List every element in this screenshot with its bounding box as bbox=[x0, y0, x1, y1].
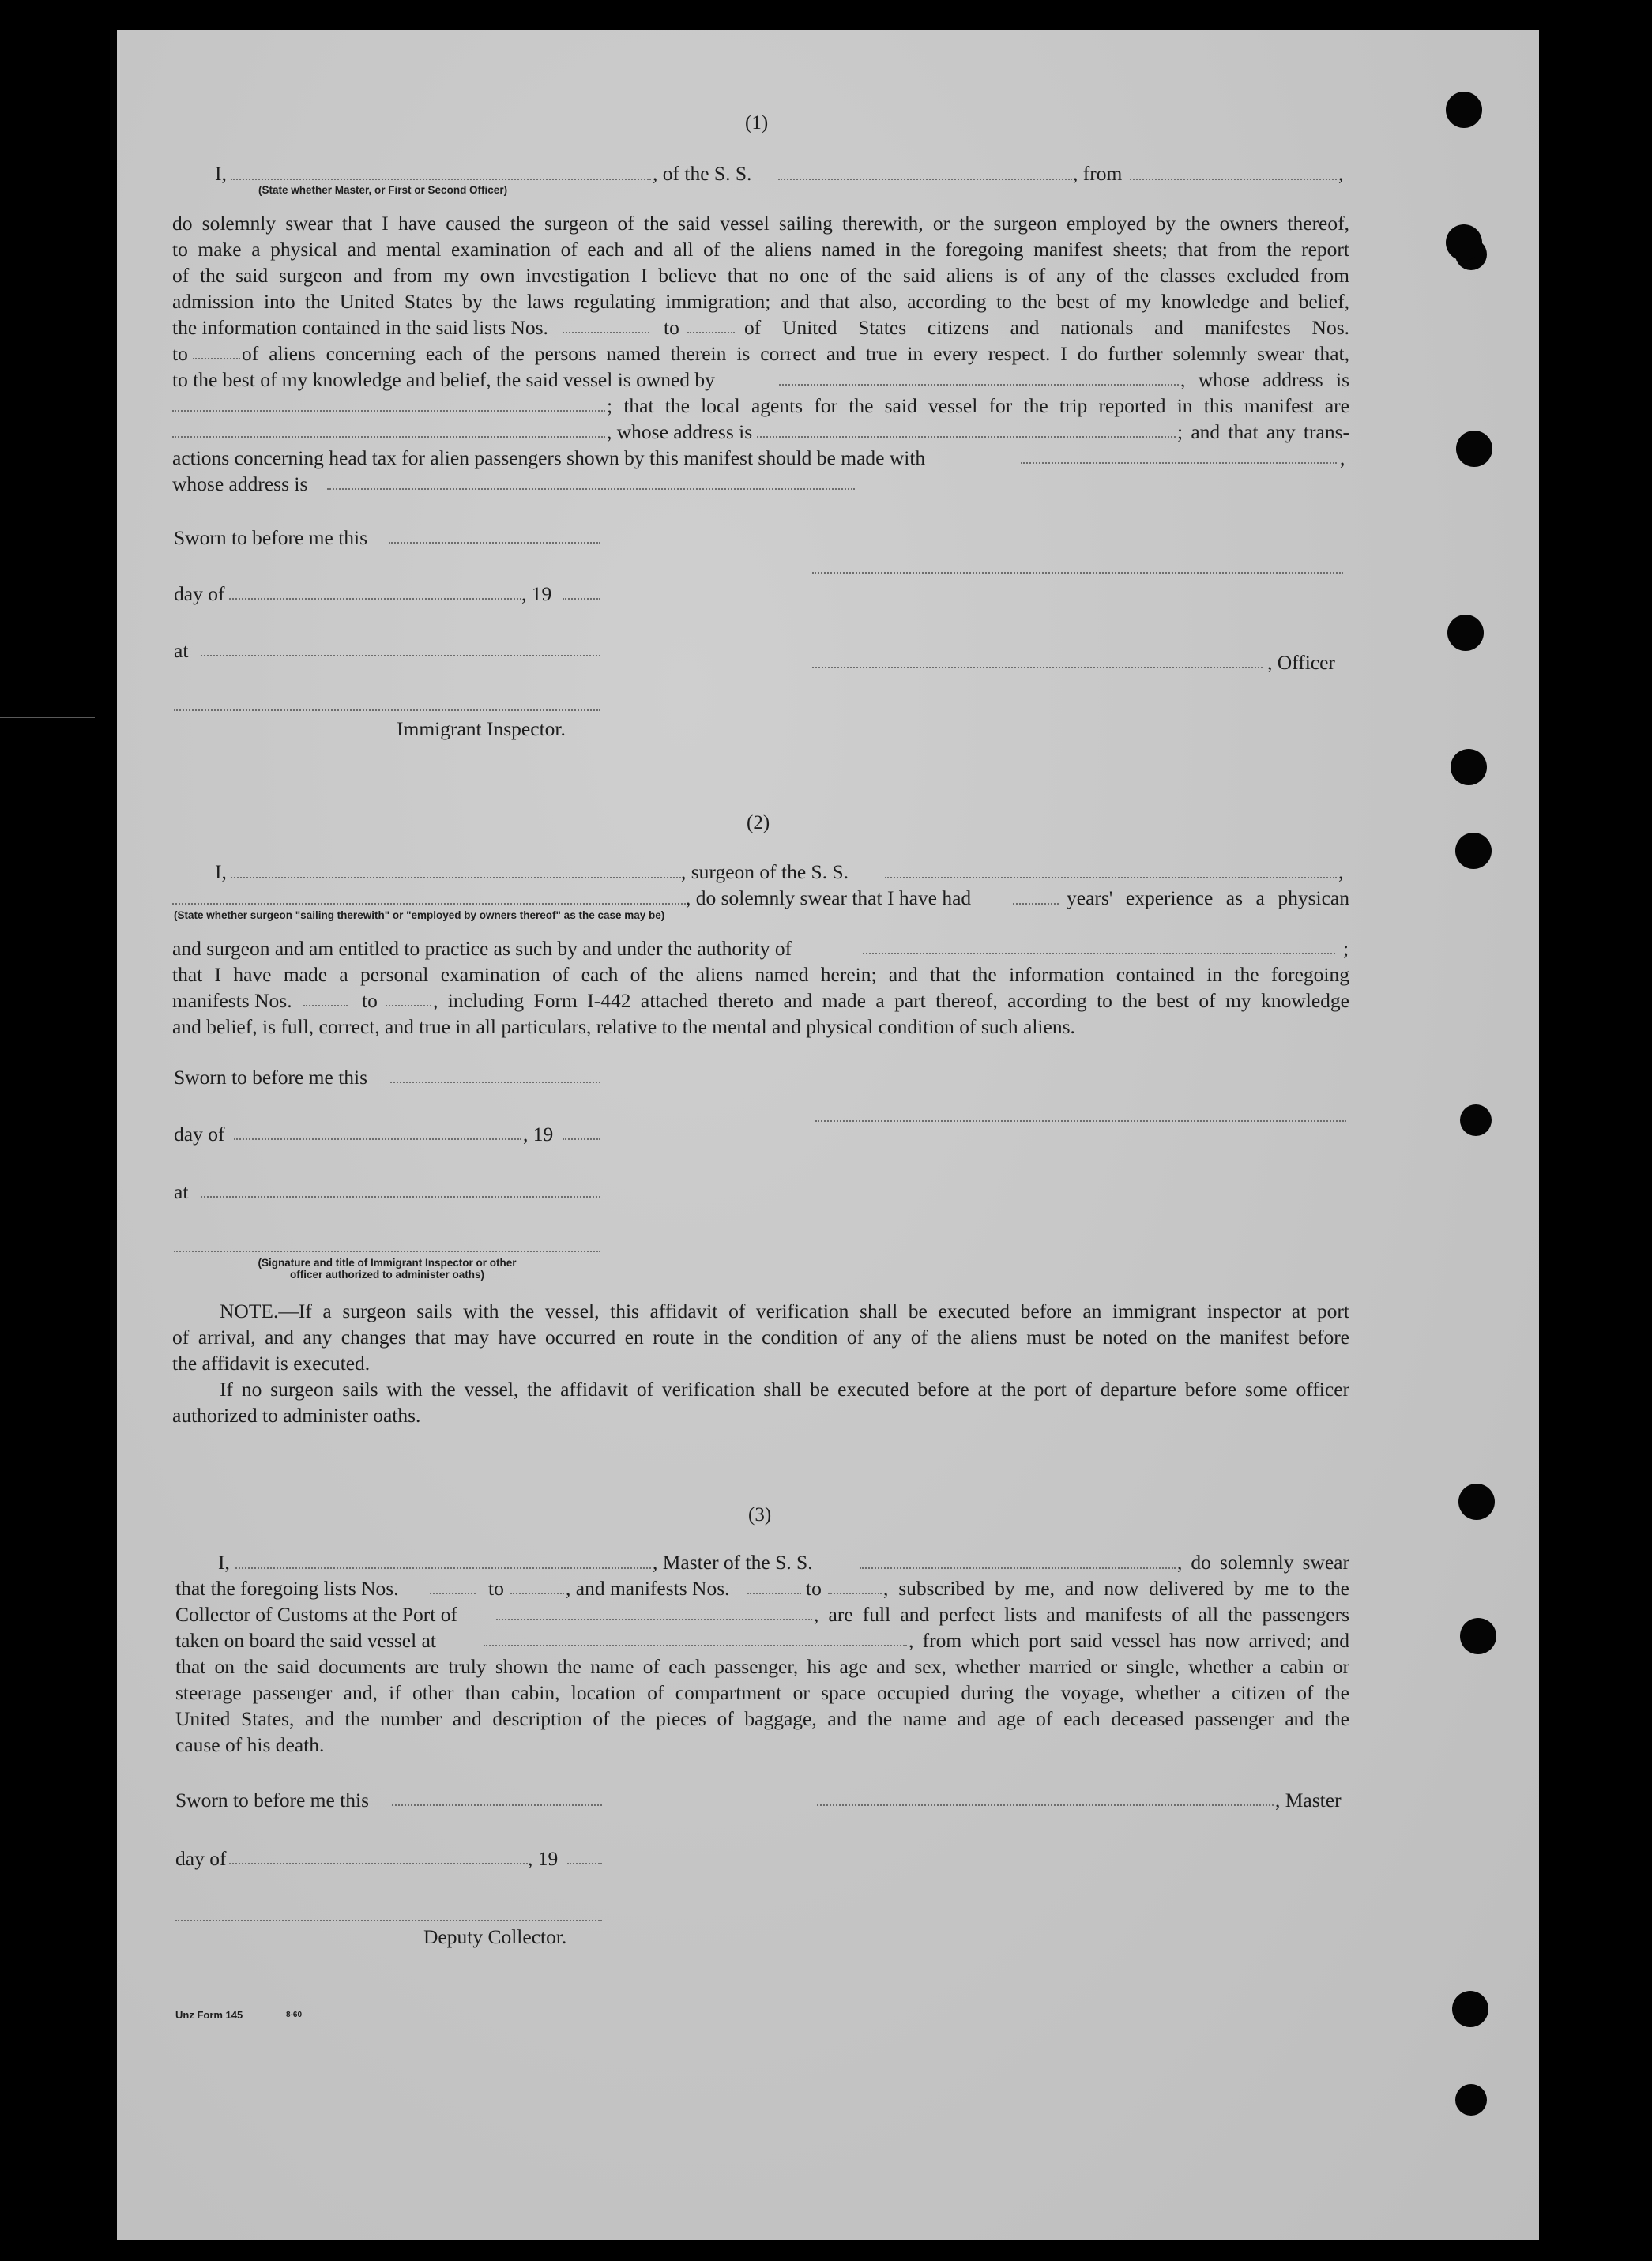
s2-note-2a: If no surgeon sails with the vessel, the affidavit of verification shall be executed before at the port of departure before some officer bbox=[220, 1378, 1349, 1401]
s2-surgeon-of-ss: , surgeon of the S. S. bbox=[681, 860, 849, 883]
s1-line-1: do solemnly swear that I have caused the surgeon of the said vessel sailing therewith, or the surgeon employed by the owners thereof, bbox=[172, 212, 1349, 235]
s1-line-6a: to bbox=[172, 342, 188, 365]
s2-day-label: day of bbox=[174, 1123, 225, 1146]
s1-agents-field[interactable] bbox=[172, 436, 605, 438]
s3-collector-signature-field[interactable] bbox=[175, 1920, 602, 1921]
punch-hole bbox=[1460, 1104, 1492, 1136]
s1-sworn-field[interactable] bbox=[389, 542, 600, 544]
s3-line-4: that on the said documents are truly shown the name of each passenger, his age and sex, whether married or single, whether a cabin or bbox=[175, 1655, 1349, 1678]
s3-line-3b: , from which port said vessel has now arrived; and bbox=[909, 1629, 1349, 1652]
s2-at-label: at bbox=[174, 1180, 189, 1203]
s3-line-5: steerage passenger and, if other than cabin, location of compartment or space occupied during the voyage, whether a citizen of the bbox=[175, 1681, 1349, 1704]
s3-year-field[interactable] bbox=[567, 1863, 602, 1864]
s2-day-field[interactable] bbox=[234, 1138, 521, 1140]
s1-inspector-label: Immigrant Inspector. bbox=[397, 717, 566, 740]
s3-line-2a: Collector of Customs at the Port of bbox=[175, 1603, 457, 1626]
s1-line-3: of the said surgeon and from my own investigation I believe that no one of the said aliens is of any of the classes excluded from bbox=[172, 264, 1349, 287]
s1-owner-field[interactable] bbox=[779, 384, 1179, 386]
s3-collector-label: Deputy Collector. bbox=[423, 1925, 567, 1948]
s3-port-field[interactable] bbox=[496, 1619, 812, 1620]
s2-note-2b: authorized to administer oaths. bbox=[172, 1404, 421, 1427]
s2-sig-hint-1: (Signature and title of Immigrant Inspector or other bbox=[258, 1257, 517, 1269]
s1-inspector-signature-field[interactable] bbox=[174, 709, 600, 711]
punch-hole bbox=[1451, 749, 1487, 785]
s3-sworn-label: Sworn to before me this bbox=[175, 1789, 370, 1811]
s2-hint: (State whether surgeon "sailing therewith" or "employed by owners thereof" as the case may be) bbox=[174, 909, 665, 921]
punch-hole bbox=[1452, 1991, 1488, 2027]
s1-hint: (State whether Master, or First or Second Officer) bbox=[258, 184, 508, 196]
s2-surgeon-signature-field[interactable] bbox=[815, 1120, 1346, 1122]
s3-line-3a: taken on board the said vessel at bbox=[175, 1629, 436, 1652]
s1-line-10b: , bbox=[1340, 446, 1345, 469]
s3-manifests-to-field[interactable] bbox=[828, 1593, 882, 1594]
s3-year-label: , 19 bbox=[528, 1847, 559, 1870]
s2-sailing-field[interactable] bbox=[172, 903, 686, 905]
s1-line-11: whose address is bbox=[172, 472, 308, 495]
s2-year-label: , 19 bbox=[523, 1123, 554, 1146]
s1-owner-address-field[interactable] bbox=[172, 410, 605, 412]
section-1-number: (1) bbox=[745, 112, 769, 134]
s1-line-2: to make a physical and mental examination of each and all of the aliens named in the foregoing manifest sheets; that from the report bbox=[172, 238, 1349, 261]
s1-officer-label: , Officer bbox=[1267, 651, 1335, 674]
s2-experience: years' experience as a physican bbox=[1067, 886, 1349, 909]
s1-line-9b: ; and that any trans- bbox=[1177, 420, 1349, 443]
s2-year-field[interactable] bbox=[563, 1138, 600, 1140]
s1-line-5b: to bbox=[664, 316, 679, 339]
s2-inspector-signature-field[interactable] bbox=[174, 1251, 600, 1252]
s1-from-field[interactable] bbox=[1130, 179, 1337, 180]
punch-hole bbox=[1456, 431, 1492, 467]
s1-line-8: ; that the local agents for the said vessel for the trip reported in this manifest are bbox=[607, 394, 1349, 417]
punch-hole bbox=[1447, 615, 1484, 651]
s2-line-1a: and surgeon and am entitled to practice as such by and under the authority of bbox=[172, 937, 792, 960]
edge-mark bbox=[0, 717, 95, 718]
s2-at-field[interactable] bbox=[201, 1196, 600, 1198]
s2-note-1a: NOTE.—If a surgeon sails with the vessel, this affidavit of verification shall be executed before an immigrant inspector at port bbox=[220, 1300, 1349, 1322]
punch-hole bbox=[1458, 1484, 1495, 1520]
s1-line-7b: , whose address is bbox=[1180, 368, 1349, 391]
s2-comma: , bbox=[1338, 860, 1344, 883]
s2-swear: , do solemnly swear that I have had bbox=[686, 886, 972, 909]
s3-line-6: United States, and the number and description of the pieces of baggage, and the name and age of each deceased passenger and the bbox=[175, 1707, 1349, 1730]
s3-lists-from-field[interactable] bbox=[430, 1593, 476, 1594]
s1-list-from-field[interactable] bbox=[563, 332, 649, 333]
s1-day-label: day of bbox=[174, 582, 225, 605]
s1-comma: , bbox=[1338, 162, 1344, 185]
s3-day-field[interactable] bbox=[229, 1863, 528, 1864]
s2-i: I, bbox=[215, 860, 227, 883]
s2-line-3c: , including Form I-442 attached thereto and made a part thereof, according to the best of my knowledge bbox=[433, 989, 1349, 1012]
s1-line-5c: of United States citizens and nationals and manifestes Nos. bbox=[744, 316, 1349, 339]
s1-at-field[interactable] bbox=[201, 655, 600, 656]
s1-agents-address-field[interactable] bbox=[757, 436, 1176, 438]
s1-sworn-label: Sworn to before me this bbox=[174, 526, 368, 549]
s3-line-7: cause of his death. bbox=[175, 1733, 325, 1756]
s1-line-10a: actions concerning head tax for alien passengers shown by this manifest should be made with bbox=[172, 446, 926, 469]
s1-officer-title-field[interactable] bbox=[812, 667, 1263, 668]
s1-line-5a: the information contained in the said lists Nos. bbox=[172, 316, 548, 339]
s3-line-1b: to bbox=[488, 1577, 504, 1600]
s2-sworn-field[interactable] bbox=[390, 1082, 600, 1083]
s1-headtax-field[interactable] bbox=[1021, 462, 1337, 464]
s3-master-of-ss: , Master of the S. S. bbox=[653, 1551, 813, 1574]
s3-master-label: , Master bbox=[1275, 1789, 1342, 1811]
s3-vessel-field[interactable] bbox=[860, 1567, 1176, 1569]
s2-line-2: that I have made a personal examination of each of the aliens named herein; and that the information contained in the foregoing bbox=[172, 963, 1349, 986]
s2-manifest-to-field[interactable] bbox=[386, 1005, 431, 1006]
s1-line-7a: to the best of my knowledge and belief, the said vessel is owned by bbox=[172, 368, 715, 391]
s3-manifests-from-field[interactable] bbox=[747, 1593, 801, 1594]
s3-i: I, bbox=[218, 1551, 230, 1574]
s1-i: I, bbox=[215, 162, 227, 185]
s2-manifest-from-field[interactable] bbox=[303, 1005, 348, 1006]
s1-year-field[interactable] bbox=[563, 598, 600, 600]
s3-line-2b: , are full and perfect lists and manifests of all the passengers bbox=[814, 1603, 1349, 1626]
s2-vessel-field[interactable] bbox=[885, 877, 1337, 878]
s3-day-label: day of bbox=[175, 1847, 227, 1870]
s1-headtax-address-field[interactable] bbox=[327, 488, 855, 490]
s3-swear: , do solemnly swear bbox=[1177, 1551, 1349, 1574]
s1-manifest-to-field[interactable] bbox=[193, 358, 240, 359]
s3-line-1c: , and manifests Nos. bbox=[566, 1577, 730, 1600]
s2-note-1c: the affidavit is executed. bbox=[172, 1352, 371, 1375]
s1-line-4: admission into the United States by the laws regulating immigration; and that also, according to the best of my knowledge and belief, bbox=[172, 290, 1349, 313]
s3-master-name-field[interactable] bbox=[235, 1567, 651, 1569]
s3-lists-to-field[interactable] bbox=[510, 1593, 564, 1594]
s1-line-6b: of aliens concerning each of the persons named therein is correct and true in every respect. I do further solemnly swear that, bbox=[242, 342, 1349, 365]
s1-vessel-field[interactable] bbox=[778, 179, 1072, 180]
punch-hole bbox=[1455, 2084, 1487, 2116]
s1-at-label: at bbox=[174, 639, 189, 662]
form-number: Unz Form 145 bbox=[175, 2009, 243, 2021]
s2-surgeon-name-field[interactable] bbox=[231, 877, 681, 878]
s3-embark-field[interactable] bbox=[484, 1645, 907, 1646]
s1-of-ss: , of the S. S. bbox=[653, 162, 752, 185]
s1-line-9a: , whose address is bbox=[607, 420, 753, 443]
s1-list-to-field[interactable] bbox=[687, 332, 735, 333]
s1-year-label: , 19 bbox=[521, 582, 552, 605]
punch-hole bbox=[1455, 833, 1492, 869]
s2-line-3a: manifests Nos. bbox=[172, 989, 292, 1012]
s1-officer-signature-field[interactable] bbox=[812, 572, 1343, 574]
section-3-number: (3) bbox=[748, 1504, 772, 1526]
s2-note-1b: of arrival, and any changes that may have occurred en route in the condition of any of the aliens must be noted on the manifest before bbox=[172, 1326, 1349, 1349]
s3-line-1e: , subscribed by me, and now delivered by me to the bbox=[883, 1577, 1349, 1600]
s3-sworn-field[interactable] bbox=[392, 1804, 602, 1806]
form-edition: 8-60 bbox=[286, 2011, 303, 2019]
punch-hole bbox=[1460, 1618, 1496, 1654]
s3-line-1d: to bbox=[806, 1577, 822, 1600]
punch-hole bbox=[1446, 224, 1482, 261]
s2-line-1b: ; bbox=[1343, 937, 1349, 960]
s2-years-field[interactable] bbox=[1013, 903, 1059, 905]
s2-sworn-label: Sworn to before me this bbox=[174, 1066, 368, 1089]
s3-line-1a: that the foregoing lists Nos. bbox=[175, 1577, 399, 1600]
s2-line-3b: to bbox=[362, 989, 378, 1012]
s2-sig-hint-2: officer authorized to administer oaths) bbox=[289, 1269, 485, 1281]
s3-master-signature-field[interactable] bbox=[817, 1804, 1274, 1806]
s1-officer-name-field[interactable] bbox=[231, 179, 651, 180]
s1-from: , from bbox=[1073, 162, 1123, 185]
section-2-number: (2) bbox=[747, 812, 770, 833]
s1-day-field[interactable] bbox=[229, 598, 521, 600]
punch-hole bbox=[1446, 92, 1482, 128]
s2-line-4: and belief, is full, correct, and true in all particulars, relative to the mental and physical condition of such aliens. bbox=[172, 1015, 1075, 1038]
s2-authority-field[interactable] bbox=[863, 953, 1335, 954]
